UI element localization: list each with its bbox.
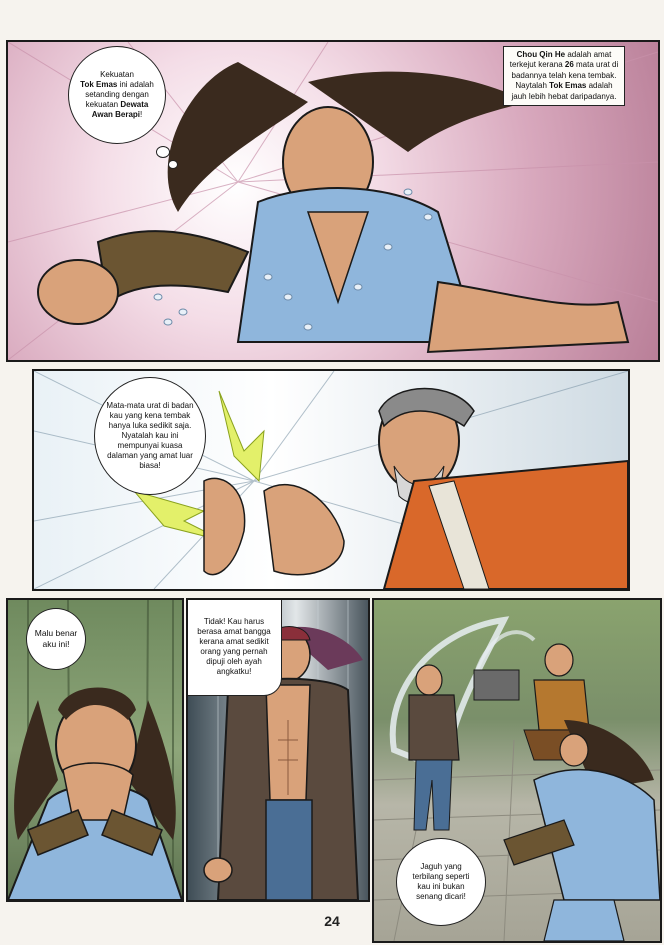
speech-jaguh-text: Jaguh yang terbilang seperti kau ini bukan senang dicari! [412,862,470,901]
speech-chou-text: Malu benar aku ini! [34,628,78,649]
speech-bubble-elder [94,377,206,495]
thought-bubble [68,46,166,144]
speech-elder-text: Mata-mata urat di badan kau yang kena tembak hanya luka sedikit saja. Nyatalah kau ini mempunyai kuasa dalaman yang amat luar biasa! [106,401,194,470]
page-number: 24 [324,913,340,929]
thought-name-1: Tok Emas [80,80,118,89]
caption-text-2: mata urat di badannya telah kena tembak. Naytalah [511,60,619,91]
panel-2 [32,369,630,591]
caption-text-3: adalah jauh lebih hebat daripadanya. [511,81,617,101]
caption-text-1: adalah amat terkejut kerana [509,50,612,70]
caption-name-1: Chou Qin He [516,50,566,59]
thought-name-2: Dewata Awan Berapi [91,100,149,119]
panel-5 [372,598,662,943]
caption-number: 26 [564,60,574,70]
thought-line-2: ini adalah setanding dengan kekuatan [85,80,154,109]
panel-4 [186,598,370,902]
caption-name-2: Tok Emas [549,81,587,91]
thought-dot-1 [156,146,170,158]
thought-line-3: ! [140,110,143,119]
speech-bubble-youth [186,598,282,696]
panel-3 [6,598,184,902]
thought-dot-2 [168,160,178,169]
panel-1 [6,40,660,362]
thought-line-1: Kekuatan [100,70,134,79]
speech-bubble-chou [26,608,86,670]
speech-youth-text: Tidak! Kau harus berasa amat bangga kerana amat sedikit orang yang pernah dipuji oleh ayah angkatku! [197,617,271,676]
narration-caption [503,46,625,106]
